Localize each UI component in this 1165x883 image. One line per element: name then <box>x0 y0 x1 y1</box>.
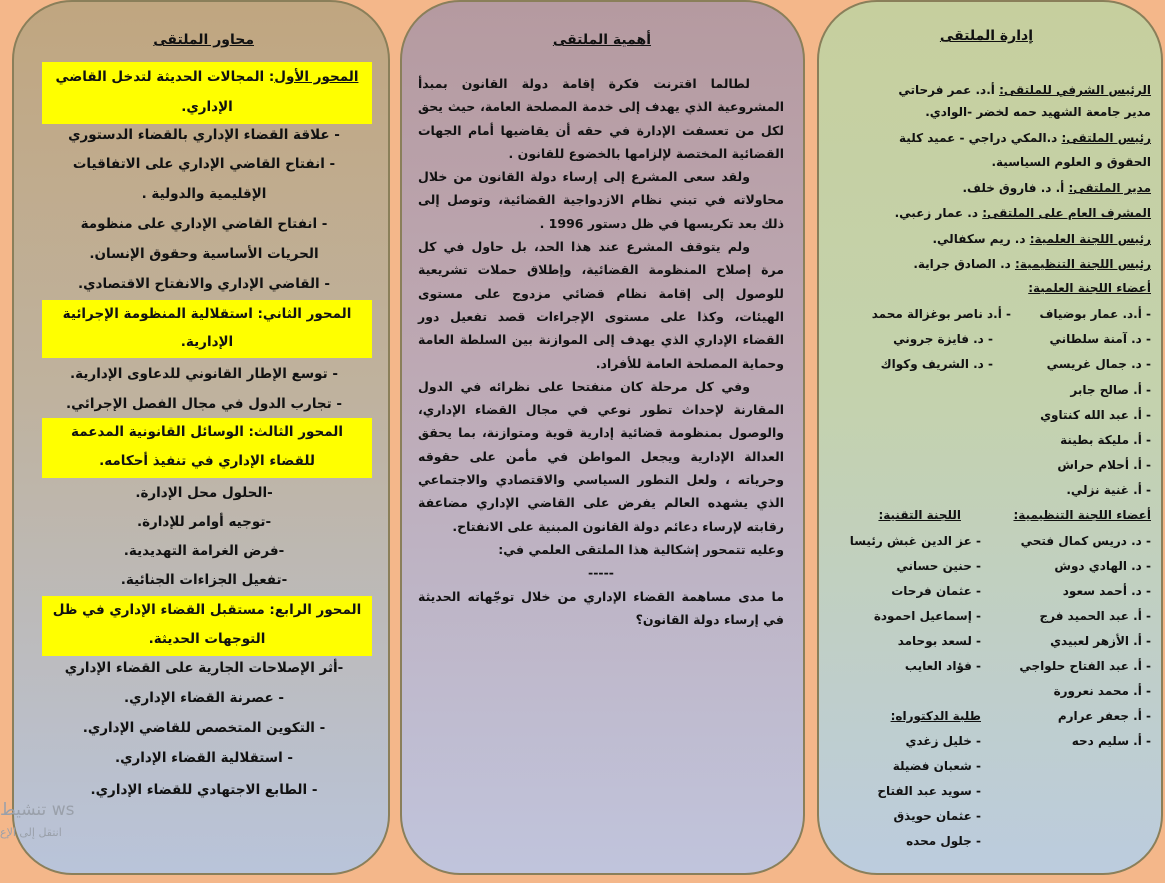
general-supervisor: المشرف العام على الملتقى: د. عمار زعبي. <box>894 206 1151 220</box>
sci-member: - أ.د ناصر بوغزالة محمد <box>871 307 1011 321</box>
conference-chair: رئيس الملتقى: د.المكي دراجي - عميد كلية <box>899 131 1151 145</box>
axis1-item: - القاضي الإداري والانفتاح الاقتصادي. <box>78 276 330 292</box>
axis4-item: -أثر الإصلاحات الجارية على القضاء الإداري <box>64 660 344 676</box>
axis1-item: الحريات الأساسية وحقوق الإنسان. <box>89 246 319 262</box>
axis3-item: -الحلول محل الإدارة. <box>135 485 273 501</box>
axis3-item: -فرض الغرامة التهديدية. <box>123 543 285 559</box>
org-member: - د. أحمد سعود <box>1062 584 1151 598</box>
axis4-item: - عصرنة القضاء الإداري. <box>123 690 285 706</box>
tech-member: - عثمان فرحات <box>891 584 981 598</box>
organizing-members-title: أعضاء اللجنة التنظيمية: <box>1013 508 1151 522</box>
axis1-item: الإقليمية والدولية . <box>141 186 267 202</box>
sci-member: - د. الشريف وكواك <box>880 357 993 371</box>
sci-member: - أ. أحلام حراش <box>1057 458 1151 472</box>
axis4-title: المحور الرابع: مستقبل القضاء الإداري في ظل التوجهات الحديثة. <box>42 596 372 656</box>
sci-member: - د. جمال غريسي <box>1046 357 1151 371</box>
honorary-president-affiliation: مدير جامعة الشهيد حمه لخضر -الوادي. <box>925 105 1151 119</box>
sci-member: - د. آمنة سلطاني <box>1049 332 1151 346</box>
activation-watermark-sub: انتقل إلى الإع <box>0 826 62 839</box>
phd-students-title: طلبة الدكتوراه: <box>890 709 981 723</box>
phd-student: - شعبان فضيلة <box>892 759 981 773</box>
conference-chair-faculty: الحقوق و العلوم السياسية. <box>991 155 1151 169</box>
axis1-item: - علاقة القضاء الإداري بالقضاء الدستوري <box>68 127 340 143</box>
axis4-item: - استقلالية القضاء الإداري. <box>114 750 294 766</box>
importance-paragraph: لطالما اقترنت فكرة إقامة دولة القانون بمبدأ المشروعية الذي يهدف إلى خدمة المصلحة العامة، حيث يحق لكل من تعسفت الإدارة في حقه أن يقاضيها أمام الجهات القضائية المختصة لإلزامها بالخضوع للقانون . <box>418 76 784 161</box>
tech-member: - لسعد بوحامد <box>897 634 981 648</box>
axis2-title: المحور الثاني: استقلالية المنظومة الإجرائية الإدارية. <box>42 300 372 358</box>
axis1-item: - انفتاح القاضي الإداري على الاتفاقيات <box>72 156 336 172</box>
axis3-title: المحور الثالث: الوسائل القانونية المدعمة للقضاء الإداري في تنفيذ أحكامه. <box>42 418 372 478</box>
importance-panel <box>400 0 805 875</box>
org-member: - د. دريس كمال فتحي <box>1020 534 1151 548</box>
axes-title: محاور الملتقى <box>153 32 254 48</box>
org-member: - أ. جعفر عرارم <box>1057 709 1151 723</box>
management-title: إدارة الملتقى <box>939 28 1033 44</box>
axis4-item: - الطابع الاجتهادي للقضاء الإداري. <box>90 782 318 798</box>
activation-watermark: تنشيط ws <box>0 800 75 820</box>
org-member: - أ. سليم دحه <box>1071 734 1151 748</box>
axis4-item: - التكوين المتخصص للقاضي الإداري. <box>82 720 326 736</box>
importance-title: أهمية الملتقى <box>552 32 651 48</box>
org-member: - د. الهادي دوش <box>1054 559 1151 573</box>
sci-member: - أ. مليكة بطينة <box>1060 433 1151 447</box>
sci-member: - د. فايزة جروني <box>893 332 993 346</box>
axis2-item: - توسع الإطار القانوني للدعاوى الإدارية. <box>70 366 338 382</box>
phd-student: - خليل زغدي <box>905 734 981 748</box>
sci-member: - أ.د. عمار بوضياف <box>1039 307 1151 321</box>
tech-member: - إسماعيل احمودة <box>873 609 981 623</box>
axis3-item: -توجيه أوامر للإدارة. <box>136 514 272 530</box>
axis1-item: - انفتاح القاضي الإداري على منظومة <box>80 216 328 232</box>
sci-member: - أ. صالح جابر <box>1070 383 1151 397</box>
sci-member: - أ. عبد الله كنتاوي <box>1040 408 1151 422</box>
importance-paragraph: وفي كل مرحلة كان منفتحا على نظرائه في الدول المقارنة لإحداث تطور نوعي في مجال القضاء الإداري، والوصول بمنظومة قضائية إدارية قوية ومتوازنة، بما يحقق العدالة الإدارية ويجعل المواطن في مأمن على حقوقه وحرياته ، ولعل التطور السياسي والاقتصادي والاجتماعي الذي يشهده العالم يفرض على القاضي الإداري مضاعفة رقابته لإرساء دعائم دولة القانون المبنية على الانفتاح. <box>418 378 784 534</box>
phd-student: - جلول محده <box>906 834 981 848</box>
phd-student: - عثمان حويذق <box>893 809 981 823</box>
sci-member: - أ. غنية نزلي. <box>1066 483 1151 497</box>
axes-panel <box>12 0 390 875</box>
org-member: - أ. محمد نعرورة <box>1053 684 1151 698</box>
org-member: - أ. عبد الحميد فرج <box>1039 609 1151 623</box>
technical-committee-title: اللجنة التقنية: <box>878 508 961 522</box>
tech-member: - فؤاد العايب <box>904 659 981 673</box>
axis2-item: - تجارب الدول في مجال الفصل الإجرائي. <box>65 396 343 412</box>
conference-director: مدير الملتقى: أ. د. فاروق خلف. <box>962 181 1151 195</box>
scientific-members-title: أعضاء اللجنة العلمية: <box>1028 281 1151 295</box>
separator: ----- <box>588 565 614 581</box>
axis3-item: -تفعيل الجزاءات الجنائية. <box>120 572 288 588</box>
organizing-committee-head: رئيس اللجنة التنظيمية: د. الصادق جراية. <box>913 257 1151 271</box>
importance-paragraph: وعليه تتمحور إشكالية هذا الملتقى العلمي في: <box>498 541 784 557</box>
tech-member: - عز الدين غبش رئيسا <box>849 534 981 548</box>
axis1-title: المحور الأول: المجالات الحديثة لتدخل القاضي الإداري. <box>42 62 372 124</box>
importance-paragraph: ولقد سعى المشرع إلى إرساء دولة القانون من خلال محاولاته في تبني نظام الازدواجية القضائية، وتوصل إلى ذلك بعد تكريسها في ظل دستور 1996 . <box>418 169 784 231</box>
org-member: - أ. الأزهر لعبيدي <box>1050 634 1151 648</box>
scientific-committee-head: رئيس اللجنة العلمية: د. ريم سكفالي. <box>932 232 1151 246</box>
honorary-president: الرئيس الشرفي للملتقى: أ.د. عمر فرحاتي <box>898 83 1151 97</box>
research-question: ما مدى مساهمة القضاء الإداري من خلال توجّهاته الحديثة في إرساء دولة القانون؟ <box>418 588 784 627</box>
importance-paragraph: ولم يتوقف المشرع عند هذا الحد، بل حاول في كل مرة إصلاح المنظومة القضائية، وإطلاق حملات تشريعية للوصول إلى إقامة نظام قضائي مزدوج على مستوى الهيئات، وكذا على مستوى الإجراءات قصد تفعيل دور القضاء الإداري الذي يهدف إلى الموازنة بين السلطة العامة وحماية المصلحة العامة للأفراد. <box>418 239 784 371</box>
tech-member: - حنين حساني <box>896 559 981 573</box>
management-panel <box>817 0 1163 875</box>
phd-student: - سويد عبد الفتاح <box>877 784 981 798</box>
org-member: - أ. عبد الفتاح حلواجي <box>1019 659 1151 673</box>
importance-body <box>418 72 784 631</box>
